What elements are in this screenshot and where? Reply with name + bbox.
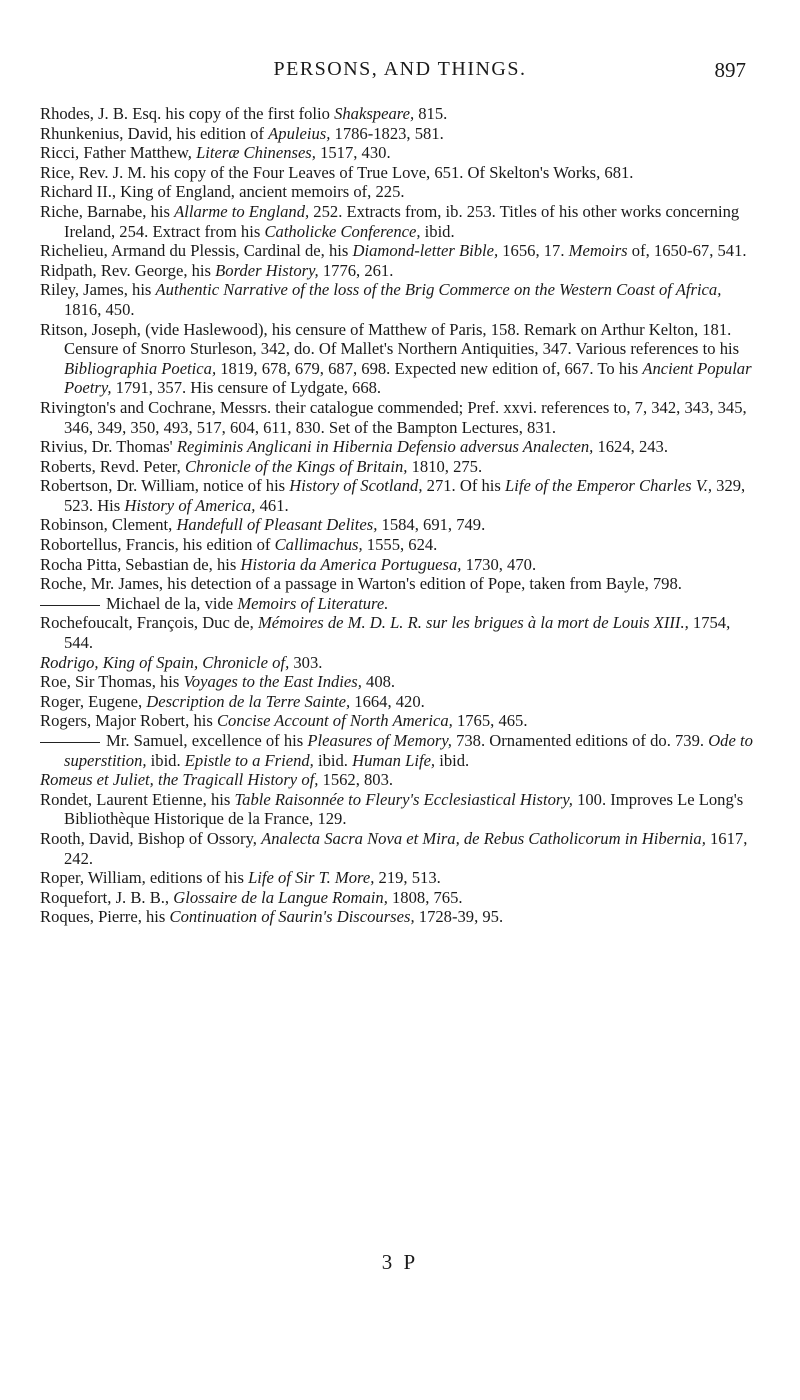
entry-title-italic: Life of Sir T. More, [248, 868, 375, 888]
entry-title-italic: Description de la Terre Sainte, [146, 691, 351, 711]
entry-title-italic: Voyages to the East Indies, [183, 672, 362, 692]
entry-text: 1517, 430. [315, 143, 391, 163]
entry-text: Roques, Pierre, his [40, 907, 170, 927]
ditto-rule [40, 742, 100, 743]
entry-text: Rhunkenius, David, his edition of [40, 123, 269, 143]
entry-text: 1808, 765. [387, 887, 463, 907]
entry-text: 100. Improves Le Long's Bibliothèque Historique de la France, 129. [64, 789, 744, 829]
entry-text: 738. Ornamented editions of do. 739. [451, 731, 709, 750]
entry-text: Roger, Eugene, [40, 691, 147, 711]
entry-title-italic: Regiminis Anglicani in Hibernia Defensio adversus Analecten, [176, 437, 594, 457]
entry-text: 1754, 544. [64, 613, 731, 653]
entry-text: 1562, 803. [318, 770, 394, 790]
entry-text: Rondet, Laurent Etienne, his [40, 789, 235, 809]
entry-title-italic: Literæ Chinenses, [196, 143, 316, 163]
entry-text: 1816, 450. [64, 299, 135, 319]
entry-text: Rocha Pitta, Sebastian de, his [40, 554, 241, 574]
page-number: 897 [714, 58, 746, 82]
entry-text: of, 1650-67, 541. [627, 241, 747, 261]
index-entry [40, 653, 762, 673]
entry-title-italic: Romeus et Juliet, the Tragicall History of, [40, 770, 319, 790]
entry-text: 1810, 275. [407, 456, 483, 476]
index-entry [40, 692, 762, 712]
entry-title-italic: Epistle to a Friend, [184, 750, 314, 770]
entry-text: 1555, 624. [362, 535, 438, 555]
entry-text: 1624, 243. [593, 437, 668, 457]
entry-text: Rice, Rev. J. M. his copy of the Four Leaves of True Love, 651. Of Skelton's Works, 681. [40, 162, 634, 182]
index-entry [40, 594, 762, 614]
index-entry [40, 907, 762, 927]
entry-text: Richard II., King of England, ancient memoirs of, 225. [40, 182, 405, 202]
entry-text: ibid. [435, 750, 470, 770]
index-entry [40, 535, 762, 555]
entry-title-italic: Human Life, [352, 750, 436, 770]
entry-title-italic: Catholicke Conference, [264, 221, 421, 241]
index-entry [40, 731, 762, 770]
entry-title-italic: Memoirs of Literature. [237, 593, 389, 613]
entry-title-italic: Ode to superstition, [64, 731, 753, 770]
entry-text: Roper, William, editions of his [40, 868, 249, 888]
entry-text: Ridpath, Rev. George, his [40, 260, 216, 280]
page-header [40, 58, 760, 88]
index-entry [40, 124, 762, 144]
entry-title-italic: Bibliographia Poetica, [64, 358, 217, 378]
entry-title-italic: Authentic Narrative of the loss of the Brig Commerce on the Western Coast of Africa, [155, 280, 722, 300]
entry-text: 1730, 470. [461, 554, 537, 574]
entry-text: Robortellus, Francis, his edition of [40, 535, 275, 555]
entry-text: Riley, James, his [40, 280, 156, 300]
entry-text: 1584, 691, 749. [377, 515, 486, 535]
index-entry [40, 241, 762, 261]
entry-title-italic: History of America, [124, 495, 256, 515]
running-head: PERSONS, AND THINGS. [273, 58, 527, 80]
entry-title-italic: Allarme to England, [174, 201, 310, 221]
entry-text: Roe, Sir Thomas, his [40, 672, 184, 692]
entry-title-italic: Border History, [215, 260, 319, 280]
entry-text: 461. [255, 495, 289, 515]
entry-text: Rivington's and Cochrane, Messrs. their catalogue commended; Pref. xxvi. references to, 7, 342, 343, 345, 346, 349, 350, 493, 517, 604, 611, 830. Set of the Bampton Lectures, 831. [40, 397, 747, 437]
index-entry [40, 261, 762, 281]
entry-text: 1776, 261. [318, 260, 394, 280]
entry-title-italic: Continuation of Saurin's Discourses, [169, 907, 415, 927]
index-entry [40, 574, 762, 594]
entry-text: 271. Of his [422, 476, 506, 496]
index-entry [40, 280, 762, 319]
index-entry [40, 437, 762, 457]
index-entry [40, 104, 762, 124]
entry-text: Roche, Mr. James, his detection of a passage in Warton's edition of Pope, taken from Bayle, 798. [40, 574, 682, 594]
index-entry [40, 770, 762, 790]
index-entry [40, 163, 762, 183]
entry-title-italic: History of Scotland, [289, 476, 423, 496]
entry-text: 1819, 678, 679, 687, 698. Expected new edition of, 667. To his [216, 358, 643, 378]
entry-text: 1765, 465. [452, 711, 528, 731]
entry-text: ibid. [146, 750, 185, 770]
entry-text: Mr. Samuel, excellence of his [106, 731, 308, 750]
entry-text: Riche, Barnabe, his [40, 201, 175, 221]
entry-text: ibid. [420, 221, 455, 241]
index-entry [40, 398, 762, 437]
entry-text: Ritson, Joseph, (vide Haslewood), his censure of Matthew of Paris, 158. Remark on Arthur Kelton, 181. Censure of Snorro Sturleson, 342, do. Of Mallet's Northern Antiquities, 347. Various references to his [40, 319, 740, 359]
entry-text: 329, 523. His [64, 476, 746, 515]
entry-title-italic: Analecta Sacra Nova et Mira, de Rebus Catholicorum in Hibernia, [261, 828, 706, 848]
entry-text: Rogers, Major Robert, his [40, 711, 217, 731]
entry-title-italic: Glossaire de la Langue Romain, [173, 887, 388, 907]
entry-text: Robinson, Clement, [40, 515, 177, 535]
entry-text: Roquefort, J. B. B., [40, 887, 174, 907]
entry-text: 1791, 357. His censure of Lydgate, 668. [111, 378, 382, 398]
entry-text: 219, 513. [374, 868, 441, 888]
entry-title-italic: Life of the Emperor Charles V., [505, 476, 712, 496]
entry-text: 1617, 242. [64, 828, 748, 868]
entry-text: Rhodes, J. B. Esq. his copy of the first folio [40, 104, 335, 123]
entry-text: Rooth, David, Bishop of Ossory, [40, 828, 262, 848]
index-entry [40, 711, 762, 731]
entry-title-italic: Rodrigo, King of Spain, Chronicle of, [40, 652, 290, 672]
entry-text: 1728-39, 95. [414, 907, 504, 927]
index-entry [40, 143, 762, 163]
index-entry [40, 515, 762, 535]
index-entry [40, 457, 762, 477]
entry-title-italic: Shakspeare, [334, 104, 415, 123]
index-entry [40, 888, 762, 908]
entry-text: 815. [414, 104, 448, 123]
entry-text: 303. [289, 652, 323, 672]
index-entry [40, 320, 762, 398]
index-entry [40, 790, 762, 829]
entry-title-italic: Mémoires de M. D. L. R. sur les brigues à la mort de Louis XIII., [257, 613, 689, 633]
entry-text: Michael de la, vide [106, 593, 238, 613]
entry-text: Richelieu, Armand du Plessis, Cardinal de, his [40, 241, 353, 261]
entry-title-italic: Chronicle of the Kings of Britain, [184, 456, 408, 476]
entry-text: 1656, 17. [498, 241, 569, 261]
entry-text: Ricci, Father Matthew, [40, 143, 197, 163]
index-entry [40, 555, 762, 575]
entry-text: ibid. [313, 750, 353, 770]
entry-text: Robertson, Dr. William, notice of his [40, 476, 290, 496]
index-entries [40, 104, 762, 927]
signature-mark: 3 P [381, 1250, 419, 1274]
entry-title-italic: Callimachus, [274, 535, 363, 555]
entry-title-italic: Handefull of Pleasant Delites, [176, 515, 378, 535]
entry-title-italic: Pleasures of Memory, [307, 731, 452, 750]
index-entry [40, 476, 762, 515]
entry-title-italic: Memoirs [568, 241, 628, 261]
entry-text: Rivius, Dr. Thomas' [40, 437, 177, 457]
index-entry [40, 182, 762, 202]
entry-title-italic: Concise Account of North America, [216, 711, 453, 731]
entry-text: 1664, 420. [350, 691, 425, 711]
entry-text: Rochefoucalt, François, Duc de, [40, 613, 258, 633]
entry-text: 252. Extracts from, ib. 253. Titles of his other works concerning Ireland, 254. Extract from his [64, 201, 740, 241]
index-entry [40, 829, 762, 868]
entry-title-italic: Table Raisonnée to Fleury's Ecclesiastical History, [234, 789, 573, 809]
index-entry [40, 202, 762, 241]
entry-text: Roberts, Revd. Peter, [40, 456, 185, 476]
entry-text: 408. [361, 672, 396, 692]
ditto-rule [40, 605, 100, 606]
entry-text: 1786-1823, 581. [330, 123, 444, 143]
index-entry [40, 868, 762, 888]
index-entry [40, 613, 762, 652]
entry-title-italic: Apuleius, [268, 123, 331, 143]
entry-title-italic: Diamond-letter Bible, [352, 241, 499, 261]
entry-title-italic: Ancient Popular Poetry, [64, 358, 752, 398]
entry-title-italic: Historia da America Portuguesa, [240, 554, 462, 574]
index-entry [40, 672, 762, 692]
